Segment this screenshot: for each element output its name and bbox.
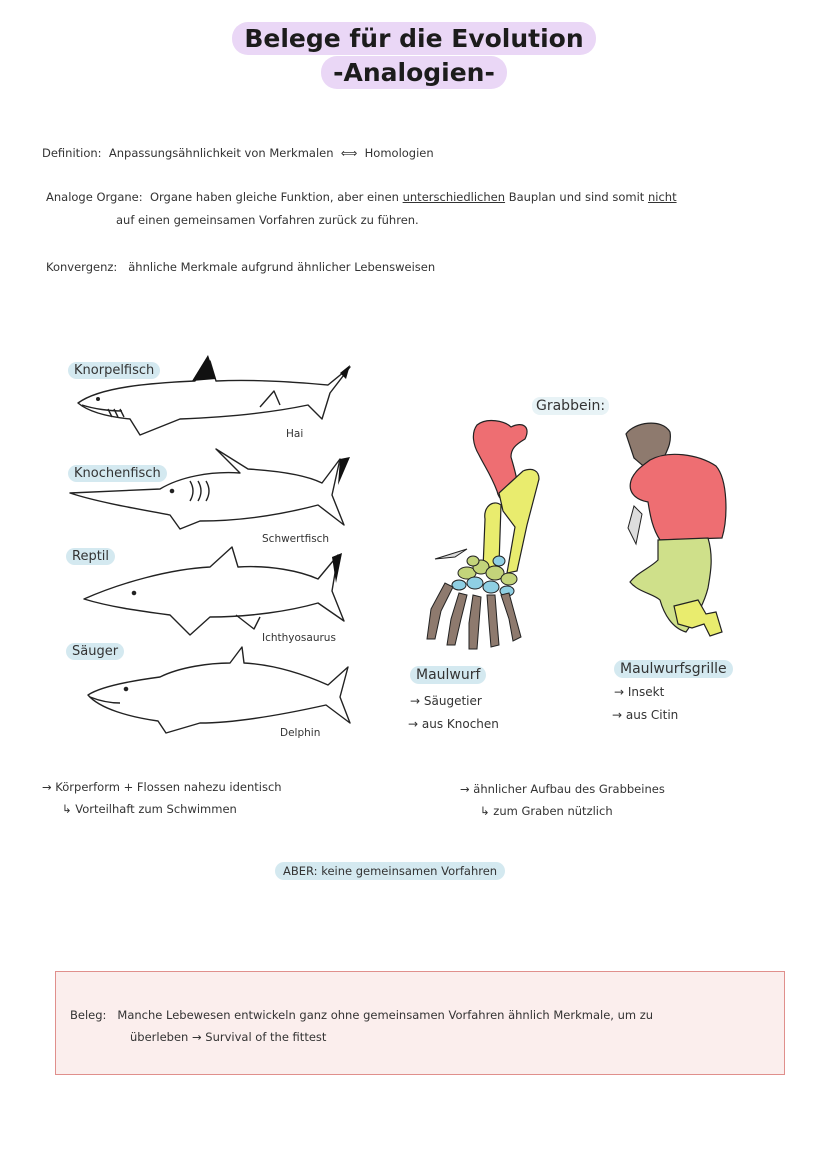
swordfish-drawing <box>70 449 344 529</box>
underlined-unterschiedlichen: unterschiedlichen <box>402 190 506 204</box>
beleg-line-1 <box>70 1008 653 1022</box>
konvergenz-line <box>46 260 435 274</box>
page-subtitle <box>0 58 828 87</box>
animal-name-hai: Hai <box>286 428 304 440</box>
dolphin-drawing <box>88 647 350 733</box>
beleg-line-2: überleben → Survival of the fittest <box>130 1030 327 1044</box>
equivalence-arrow-icon: ⟺ <box>340 146 358 160</box>
analoge-organe-line-1 <box>46 190 677 204</box>
animal-name-delphin: Delphin <box>280 727 321 739</box>
konvergenz-label: Konvergenz: <box>46 260 118 274</box>
cricket-femur-icon <box>630 454 726 540</box>
definition-label: Definition: <box>42 146 102 160</box>
underlined-nicht: nicht <box>647 190 677 204</box>
definition-text-b: Homologien <box>364 146 434 160</box>
analoge-organe-text-b: Bauplan und sind somit <box>508 190 645 204</box>
right-note-line-1: → ähnlicher Aufbau des Grabbeines <box>460 782 665 796</box>
beleg-label: Beleg: <box>70 1008 107 1022</box>
analoge-organe-line-2: auf einen gemeinsamen Vorfahren zurück zu führen. <box>116 213 419 227</box>
aber-note: ABER: keine gemeinsamen Vorfahren <box>275 862 505 880</box>
ichthyosaurus-drawing <box>84 547 344 635</box>
maulwurf-line-1: → Säugetier <box>410 694 482 708</box>
mole-claw-icon <box>435 549 467 559</box>
maulwurf-line-2: → aus Knochen <box>408 717 499 731</box>
right-note-line-2: ↳ zum Graben nützlich <box>480 804 613 818</box>
definition-line <box>42 146 434 160</box>
cricket-claw-icon <box>628 506 642 544</box>
group-label-saeuger: Säuger <box>66 643 124 660</box>
mole-limb-drawing <box>415 415 555 655</box>
animal-name-schwertfisch: Schwertfisch <box>262 533 330 545</box>
maulwurfsgrille-label: Maulwurfsgrille <box>614 660 733 678</box>
group-label-knorpelfisch: Knorpelfisch <box>68 362 160 379</box>
analoge-organe-label: Analoge Organe: <box>46 190 143 204</box>
title-line-1: Belege für die Evolution <box>232 22 595 55</box>
maulwurfsgrille-line-1: → Insekt <box>614 685 665 699</box>
mole-cricket-limb-drawing <box>612 418 742 648</box>
title-line-2: -Analogien- <box>321 56 507 89</box>
aquatic-animals-drawing <box>60 345 360 745</box>
maulwurf-label: Maulwurf <box>410 666 486 684</box>
left-note-line-2: ↳ Vorteilhaft zum Schwimmen <box>62 802 237 816</box>
grabbein-heading-text: Grabbein: <box>532 397 609 415</box>
left-note-line-1: → Körperform + Flossen nahezu identisch <box>42 780 282 794</box>
shark-tail-tip-icon <box>340 365 350 379</box>
konvergenz-text: ähnliche Merkmale aufgrund ähnlicher Lebensweisen <box>128 260 436 274</box>
mole-carpals-icon <box>452 556 517 596</box>
beleg-text-1: Manche Lebewesen entwickeln ganz ohne gemeinsamen Vorfahren ähnlich Merkmale, um zu <box>117 1008 654 1022</box>
definition-text-a: Anpassungsähnlichkeit von Merkmalen <box>108 146 334 160</box>
animal-name-ichthyosaurus: Ichthyosaurus <box>262 632 336 644</box>
analoge-organe-text-a: Organe haben gleiche Funktion, aber einen <box>149 190 399 204</box>
page-title <box>0 24 828 53</box>
group-label-reptil: Reptil <box>66 548 115 565</box>
group-label-knochenfisch: Knochenfisch <box>68 465 167 482</box>
grabbein-heading <box>532 398 609 414</box>
beleg-box <box>55 971 785 1075</box>
maulwurfsgrille-line-2: → aus Citin <box>612 708 679 722</box>
